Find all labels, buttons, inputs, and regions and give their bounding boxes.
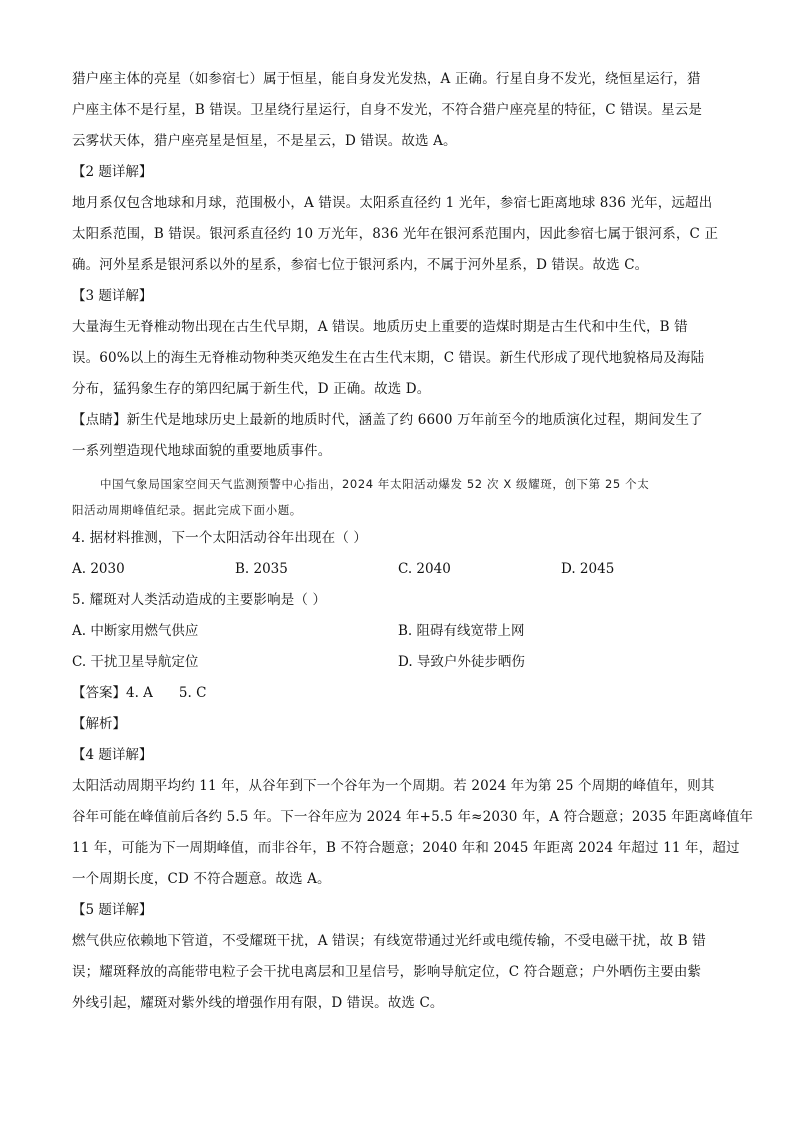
- text-line: 猎户座主体的亮星（如参宿七）属于恒星，能自身发光发热，A 正确。行星自身不发光，绕恒星运行，猎: [72, 71, 701, 87]
- q4-detail-heading: 【4 题详解】: [72, 747, 153, 763]
- text-line: 误。60%以上的海生无脊椎动物种类灭绝发生在古生代末期，C 错误。新生代形成了现代地貌格局及海陆: [72, 350, 705, 366]
- q4-option-a: A. 2030: [72, 561, 125, 577]
- tip-line-1: [72, 405, 724, 436]
- document-page: [72, 64, 754, 1019]
- q4-option-b: B. 2035: [235, 561, 288, 577]
- q5-options-row-1: [72, 616, 724, 647]
- answer-4: 4. A: [126, 685, 153, 701]
- q5-detail-heading: 【5 题详解】: [72, 902, 153, 918]
- text-line: 燃气供应依赖地下管道，不受耀斑干扰，A 错误；有线宽带通过光纤或电缆传输，不受电磁干扰，故 B 错: [72, 933, 706, 949]
- q5-stem: 5. 耀斑对人类活动造成的主要影响是（ ）: [72, 592, 327, 608]
- question-5: [72, 585, 724, 678]
- tip-section: [72, 405, 724, 467]
- q1-detail-continued: [72, 64, 724, 157]
- q5-option-a: A. 中断家用燃气供应: [72, 623, 199, 639]
- text-line: 外线引起，耀斑对紫外线的增强作用有限，D 错误。故选 C。: [72, 995, 444, 1011]
- text-line: 谷年可能在峰值前后各约 5.5 年。下一谷年应为 2024 年+5.5 年≈2030 年，A 符合题意；2035 年距离峰值年: [72, 809, 754, 825]
- q4-option-c: C. 2040: [398, 561, 451, 577]
- material-line-1: 中国气象局国家空间天气监测预警中心指出，2024 年太阳活动爆发 52 次 X 级耀斑，创下第 25 个太: [100, 477, 650, 491]
- text-line: 误；耀斑释放的高能带电粒子会干扰电离层和卫星信号，影响导航定位，C 符合题意；户外晒伤主要由紫: [72, 964, 702, 980]
- material-passage: [72, 471, 724, 523]
- q3-detail: [72, 281, 724, 405]
- q2-heading: 【2 题详解】: [72, 164, 153, 180]
- text-line: 确。河外星系是银河系以外的星系，参宿七位于银河系内，不属于河外星系，D 错误。故选 C。: [72, 257, 649, 273]
- tip-text: 新生代是地球历史上最新的地质时代，涵盖了约 6600 万年前至今的地质演化过程，期间发生了: [126, 412, 703, 428]
- text-line: 一个周期长度，CD 不符合题意。故选 A。: [72, 871, 331, 887]
- q4-detail: [72, 740, 754, 895]
- answer-label: 【答案】: [72, 685, 126, 701]
- question-4: [72, 523, 724, 585]
- q5-option-b: B. 阻碍有线宽带上网: [398, 623, 525, 639]
- answer-5: 5. C: [178, 685, 207, 701]
- q4-stem: 4. 据材料推测，下一个太阳活动谷年出现在（ ）: [72, 530, 368, 546]
- text-line: 户座主体不是行星，B 错误。卫星绕行星运行，自身不发光，不符合猎户座亮星的特征，C 错误。星云是: [72, 102, 703, 118]
- text-line: 云雾状天体，猎户座亮星是恒星，不是星云，D 错误。故选 A。: [72, 133, 457, 149]
- q5-options-row-2: [72, 647, 724, 678]
- text-line: 11 年，可能为下一周期峰值，而非谷年，B 不符合题意；2040 年和 2045 年距离 2024 年超过 11 年，超过: [72, 840, 740, 856]
- text-line: 分布，猛犸象生存的第四纪属于新生代，D 正确。故选 D。: [72, 381, 431, 397]
- text-line: 地月系仅包含地球和月球，范围极小，A 错误。太阳系直径约 1 光年，参宿七距离地球 836 光年，远超出: [72, 195, 713, 211]
- q4-options: [72, 554, 724, 585]
- text-line: 太阳系范围，B 错误。银河系直径约 10 万光年，836 光年在银河系范围内，因此参宿七属于银河系，C 正: [72, 226, 719, 242]
- text-line: 太阳活动周期平均约 11 年，从谷年到下一个谷年为一个周期。若 2024 年为第 25 个周期的峰值年，则其: [72, 778, 715, 794]
- tip-label: 【点睛】: [72, 412, 127, 428]
- q4-option-d: D. 2045: [561, 561, 615, 577]
- analysis-label: 【解析】: [72, 716, 126, 732]
- q5-detail: [72, 895, 724, 1019]
- q5-option-d: D. 导致户外徒步晒伤: [398, 654, 525, 670]
- answer-row: [72, 678, 724, 709]
- text-line: 大量海生无脊椎动物出现在古生代早期，A 错误。地质历史上重要的造煤时期是古生代和中生代，B 错: [72, 319, 688, 335]
- q2-detail: [72, 157, 724, 281]
- q5-option-c: C. 干扰卫星导航定位: [72, 654, 199, 670]
- material-line-2: 阳活动周期峰值纪录。据此完成下面小题。: [72, 503, 302, 517]
- text-line: 一系列塑造现代地球面貌的重要地质事件。: [72, 443, 332, 459]
- q3-heading: 【3 题详解】: [72, 288, 153, 304]
